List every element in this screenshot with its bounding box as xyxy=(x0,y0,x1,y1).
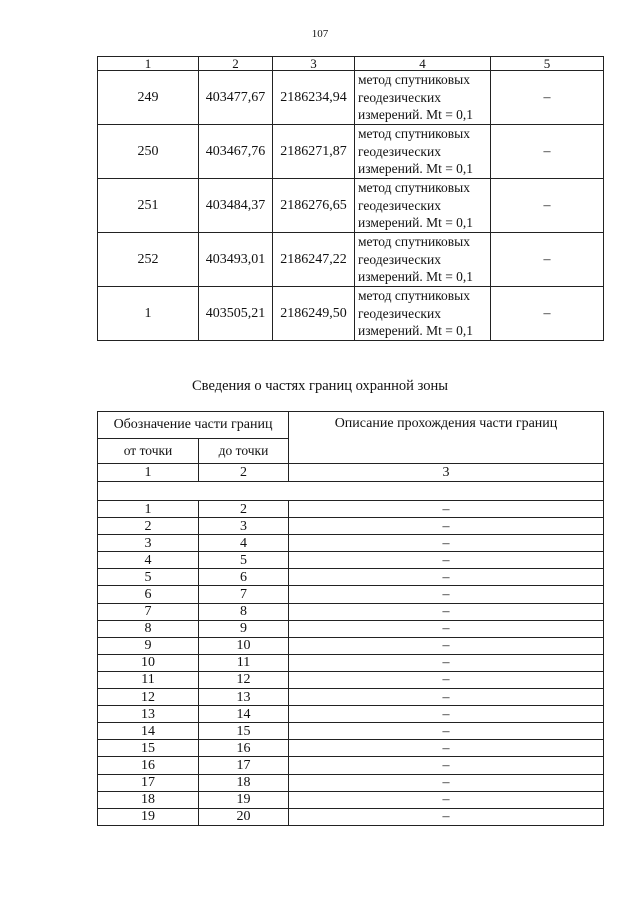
table-row xyxy=(98,569,604,586)
note-cell: – xyxy=(491,71,604,125)
y-coordinate: 2186234,94 xyxy=(273,71,355,125)
method-line: геодезических xyxy=(358,251,441,267)
to-point: 15 xyxy=(199,723,289,740)
to-point: 18 xyxy=(199,774,289,791)
method-description xyxy=(355,125,491,179)
column-number-row xyxy=(98,57,604,71)
to-point: 6 xyxy=(199,569,289,586)
to-point: 3 xyxy=(199,518,289,535)
to-point: 19 xyxy=(199,791,289,808)
from-point: 12 xyxy=(98,689,199,706)
from-point: 2 xyxy=(98,518,199,535)
to-point: 14 xyxy=(199,706,289,723)
to-point: 17 xyxy=(199,757,289,774)
part-description: – xyxy=(289,518,604,535)
to-point: 9 xyxy=(199,620,289,637)
description-header: Описание прохождения части границ xyxy=(289,412,604,464)
method-description xyxy=(355,233,491,287)
table-row xyxy=(98,603,604,620)
method-description xyxy=(355,71,491,125)
part-description: – xyxy=(289,774,604,791)
x-coordinate: 403484,37 xyxy=(199,179,273,233)
part-description: – xyxy=(289,586,604,603)
column-number: 2 xyxy=(199,57,273,71)
to-point: 4 xyxy=(199,535,289,552)
part-description: – xyxy=(289,637,604,654)
table-row xyxy=(98,654,604,671)
from-point: 17 xyxy=(98,774,199,791)
table-row xyxy=(98,620,604,637)
table-row xyxy=(98,586,604,603)
column-number-row xyxy=(98,464,604,482)
note-cell: – xyxy=(491,287,604,341)
blank-cell xyxy=(98,482,604,501)
column-number: 4 xyxy=(355,57,491,71)
y-coordinate: 2186276,65 xyxy=(273,179,355,233)
method-line: метод спутниковых xyxy=(358,180,470,196)
x-coordinate: 403477,67 xyxy=(199,71,273,125)
x-coordinate: 403467,76 xyxy=(199,125,273,179)
method-line: метод спутниковых xyxy=(358,234,470,250)
table-row xyxy=(98,179,604,233)
point-number: 252 xyxy=(98,233,199,287)
from-point: 14 xyxy=(98,723,199,740)
note-cell: – xyxy=(491,125,604,179)
y-coordinate: 2186249,50 xyxy=(273,287,355,341)
from-point: 3 xyxy=(98,535,199,552)
table-row xyxy=(98,637,604,654)
method-line: метод спутниковых xyxy=(358,72,470,88)
note-cell: – xyxy=(491,233,604,287)
method-line: метод спутниковых xyxy=(358,126,470,142)
table-row xyxy=(98,125,604,179)
part-description: – xyxy=(289,740,604,757)
table-row xyxy=(98,740,604,757)
part-description: – xyxy=(289,757,604,774)
from-point: 4 xyxy=(98,552,199,569)
method-line: геодезических xyxy=(358,305,441,321)
table-row xyxy=(98,774,604,791)
point-number: 250 xyxy=(98,125,199,179)
column-number: 5 xyxy=(491,57,604,71)
from-point: 6 xyxy=(98,586,199,603)
part-description: – xyxy=(289,671,604,688)
method-line: метод спутниковых xyxy=(358,288,470,304)
x-coordinate: 403505,21 xyxy=(199,287,273,341)
from-point: 5 xyxy=(98,569,199,586)
to-point-header: до точки xyxy=(199,439,289,464)
to-point: 13 xyxy=(199,689,289,706)
point-number: 1 xyxy=(98,287,199,341)
from-point: 15 xyxy=(98,740,199,757)
from-point: 18 xyxy=(98,791,199,808)
boundary-parts-table xyxy=(97,411,604,826)
table-row xyxy=(98,723,604,740)
from-point-header: от точки xyxy=(98,439,199,464)
method-description xyxy=(355,179,491,233)
coordinates-table xyxy=(97,56,604,341)
table-row xyxy=(98,501,604,518)
method-line: геодезических xyxy=(358,197,441,213)
header-row xyxy=(98,412,604,439)
from-point: 13 xyxy=(98,706,199,723)
table-row xyxy=(98,71,604,125)
table-row xyxy=(98,233,604,287)
table-row xyxy=(98,706,604,723)
column-number: 2 xyxy=(199,464,289,482)
from-point: 16 xyxy=(98,757,199,774)
x-coordinate: 403493,01 xyxy=(199,233,273,287)
from-point: 8 xyxy=(98,620,199,637)
from-point: 9 xyxy=(98,637,199,654)
method-line: геодезических xyxy=(358,143,441,159)
part-description: – xyxy=(289,808,604,825)
method-line: измерений. Mt = 0,1 xyxy=(358,107,474,123)
to-point: 12 xyxy=(199,671,289,688)
part-description: – xyxy=(289,535,604,552)
part-description: – xyxy=(289,706,604,723)
table-row xyxy=(98,757,604,774)
table-row xyxy=(98,552,604,569)
table-row xyxy=(98,535,604,552)
blank-row xyxy=(98,482,604,501)
column-number: 3 xyxy=(289,464,604,482)
y-coordinate: 2186247,22 xyxy=(273,233,355,287)
page-number: 107 xyxy=(311,28,329,40)
part-description: – xyxy=(289,723,604,740)
point-number: 249 xyxy=(98,71,199,125)
column-number: 1 xyxy=(98,57,199,71)
to-point: 5 xyxy=(199,552,289,569)
note-cell: – xyxy=(491,179,604,233)
to-point: 20 xyxy=(199,808,289,825)
column-number: 1 xyxy=(98,464,199,482)
from-point: 19 xyxy=(98,808,199,825)
method-line: измерений. Mt = 0,1 xyxy=(358,323,474,339)
method-line: измерений. Mt = 0,1 xyxy=(358,161,474,177)
table-row xyxy=(98,287,604,341)
part-description: – xyxy=(289,501,604,518)
to-point: 8 xyxy=(199,603,289,620)
part-description: – xyxy=(289,552,604,569)
method-line: измерений. Mt = 0,1 xyxy=(358,269,474,285)
table-row xyxy=(98,791,604,808)
to-point: 2 xyxy=(199,501,289,518)
part-description: – xyxy=(289,620,604,637)
from-point: 1 xyxy=(98,501,199,518)
part-description: – xyxy=(289,654,604,671)
table-row xyxy=(98,689,604,706)
method-line: измерений. Mt = 0,1 xyxy=(358,215,474,231)
method-line: геодезических xyxy=(358,89,441,105)
from-point: 7 xyxy=(98,603,199,620)
table-row xyxy=(98,671,604,688)
table-row xyxy=(98,808,604,825)
to-point: 11 xyxy=(199,654,289,671)
designation-header: Обозначение части границ xyxy=(98,412,289,439)
part-description: – xyxy=(289,569,604,586)
to-point: 7 xyxy=(199,586,289,603)
table-row xyxy=(98,518,604,535)
column-number: 3 xyxy=(273,57,355,71)
point-number: 251 xyxy=(98,179,199,233)
to-point: 16 xyxy=(199,740,289,757)
method-description xyxy=(355,287,491,341)
section-title: Сведения о частях границ охранной зоны xyxy=(192,378,448,394)
to-point: 10 xyxy=(199,637,289,654)
part-description: – xyxy=(289,689,604,706)
part-description: – xyxy=(289,791,604,808)
from-point: 11 xyxy=(98,671,199,688)
y-coordinate: 2186271,87 xyxy=(273,125,355,179)
from-point: 10 xyxy=(98,654,199,671)
part-description: – xyxy=(289,603,604,620)
